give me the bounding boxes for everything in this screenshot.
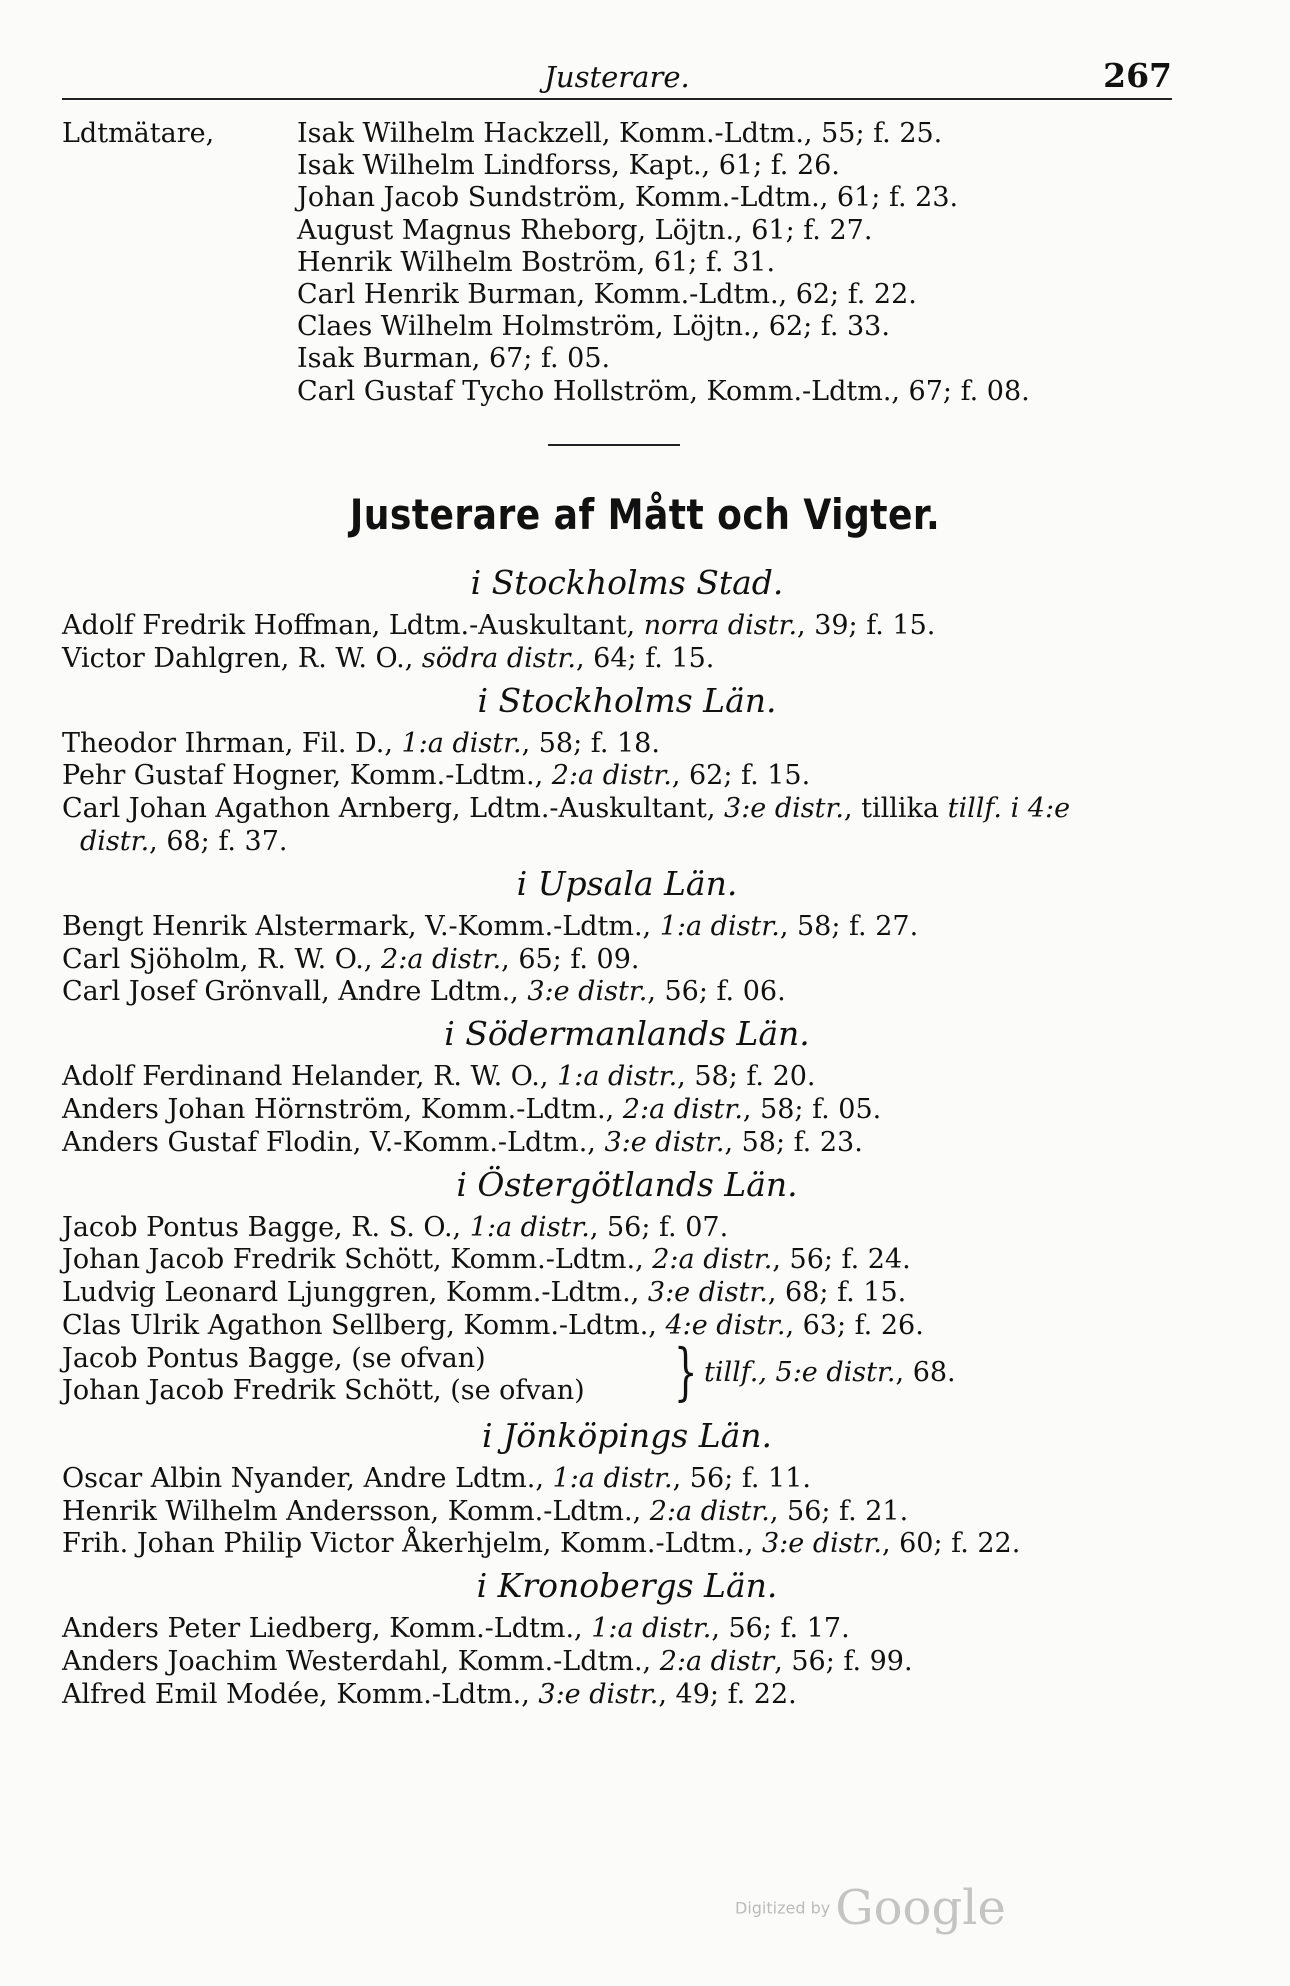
- list-item: Adolf Ferdinand Helander, R. W. O., 1:a distr., 58; f. 20.: [62, 1061, 816, 1093]
- list-item: Johan Jacob Sundström, Komm.-Ldtm., 61; f. 23.: [297, 182, 959, 214]
- list-item: Anders Joachim Westerdahl, Komm.-Ldtm., 2:a distr, 56; f. 99.: [62, 1645, 913, 1677]
- section-title: i Upsala Län.: [516, 863, 738, 903]
- list-item: Jacob Pontus Bagge, R. S. O., 1:a distr., 56; f. 07.: [62, 1211, 729, 1243]
- list-item: Henrik Wilhelm Andersson, Komm.-Ldtm., 2:a distr., 56; f. 21.: [62, 1495, 909, 1527]
- list-item: Carl Johan Agathon Arnberg, Ldtm.-Auskultant, 3:e distr., tillika tillf. i 4:e distr., 68; f. 37.: [62, 793, 1071, 857]
- list-item: Isak Wilhelm Hackzell, Komm.-Ldtm., 55; f. 25.: [297, 118, 943, 149]
- ldtmatare-label: Ldtmätare,: [62, 118, 215, 149]
- list-item: Anders Gustaf Flodin, V.-Komm.-Ldtm., 3:e distr., 58; f. 23.: [62, 1126, 863, 1158]
- bracket-note: tillf., 5:e distr., 68.: [704, 1356, 956, 1388]
- list-item: Bengt Henrik Alstermark, V.-Komm.-Ldtm., 1:a distr., 58; f. 27.: [62, 910, 919, 942]
- section-title: i Östergötlands Län.: [456, 1164, 798, 1204]
- section-title: i Kronobergs Län.: [476, 1566, 778, 1606]
- list-item: Carl Henrik Burman, Komm.-Ldtm., 62; f. 22.: [297, 279, 917, 311]
- list-item: Alfred Emil Modée, Komm.-Ldtm., 3:e distr., 49; f. 22.: [62, 1678, 797, 1710]
- list-item: Clas Ulrik Agathon Sellberg, Komm.-Ldtm., 4:e distr., 63; f. 26.: [62, 1309, 924, 1341]
- section-title: i Stockholms Län.: [477, 680, 777, 720]
- list-item: Victor Dahlgren, R. W. O., södra distr., 64; f. 15.: [62, 642, 715, 674]
- section-divider: [548, 444, 680, 446]
- section-title: i Södermanlands Län.: [444, 1014, 810, 1054]
- watermark-caption: Digitized by: [735, 1898, 831, 1918]
- list-item: Isak Wilhelm Lindforss, Kapt., 61; f. 26.: [297, 150, 840, 182]
- list-item: Frih. Johan Philip Victor Åkerhjelm, Komm.-Ldtm., 3:e distr., 60; f. 22.: [62, 1528, 1021, 1560]
- section-title: i Stockholms Stad.: [470, 563, 784, 602]
- ldtmatare-list: [297, 118, 1030, 408]
- body-text: [62, 558, 1192, 1712]
- list-item: Carl Sjöholm, R. W. O., 2:a distr., 65; f. 09.: [62, 943, 640, 975]
- list-item: Carl Josef Grönvall, Andre Ldtm., 3:e distr., 56; f. 06.: [62, 976, 786, 1008]
- bracketed-entries: [62, 1334, 1192, 1411]
- list-item: Theodor Ihrman, Fil. D., 1:a distr., 58; f. 18.: [62, 727, 660, 759]
- list-item: Claes Wilhelm Holmström, Löjtn., 62; f. 33.: [297, 311, 890, 343]
- list-item: August Magnus Rheborg, Löjtn., 61; f. 27.: [297, 214, 873, 246]
- list-item: Pehr Gustaf Hogner, Komm.-Ldtm., 2:a distr., 62; f. 15.: [62, 760, 811, 792]
- section-title: i Jönköpings Län.: [481, 1415, 773, 1455]
- list-item: Jacob Pontus Bagge, (se ofvan): [62, 1342, 486, 1374]
- google-logo: Google: [835, 1880, 1006, 1936]
- list-item: Adolf Fredrik Hoffman, Ldtm.-Auskultant, norra distr., 39; f. 15.: [62, 610, 936, 641]
- list-item: Ludvig Leonard Ljunggren, Komm.-Ldtm., 3:e distr., 68; f. 15.: [62, 1277, 907, 1309]
- running-head: [62, 58, 1172, 100]
- page-title: Justerare.: [544, 60, 690, 94]
- list-item: Johan Jacob Fredrik Schött, Komm.-Ldtm., 2:a distr., 56; f. 24.: [62, 1244, 911, 1276]
- list-item: Johan Jacob Fredrik Schött, (se ofvan): [62, 1374, 585, 1406]
- section-heading: Justerare af Mått och Vigter.: [349, 490, 941, 539]
- list-item: Anders Peter Liedberg, Komm.-Ldtm., 1:a distr., 56; f. 17.: [62, 1613, 850, 1645]
- list-item: Oscar Albin Nyander, Andre Ldtm., 1:a distr., 56; f. 11.: [62, 1462, 811, 1494]
- list-item: Carl Gustaf Tycho Hollström, Komm.-Ldtm., 67; f. 08.: [297, 375, 1030, 407]
- page-number: 267: [1103, 56, 1172, 95]
- digitized-watermark: [735, 1880, 1006, 1936]
- brace-glyph: }: [673, 1334, 698, 1408]
- list-item: Isak Burman, 67; f. 05.: [297, 343, 611, 375]
- list-item: Henrik Wilhelm Boström, 61; f. 31.: [297, 246, 776, 278]
- list-item: Anders Johan Hörnström, Komm.-Ldtm., 2:a distr., 58; f. 05.: [62, 1093, 882, 1125]
